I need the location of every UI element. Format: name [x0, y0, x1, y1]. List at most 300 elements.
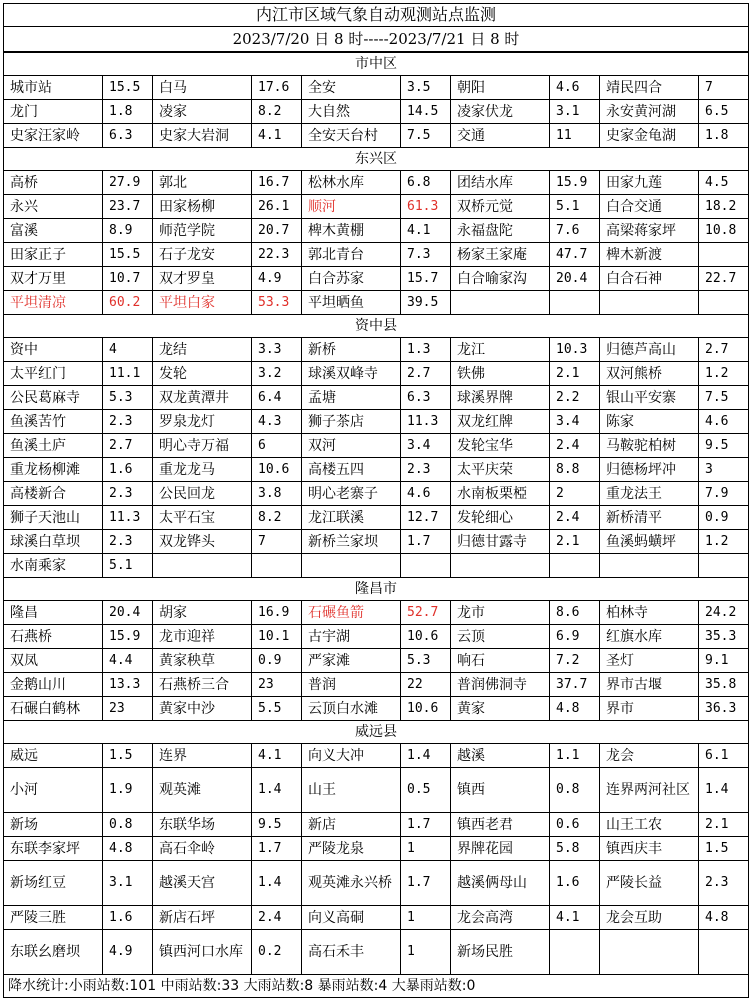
station-name: 松林水库: [302, 171, 401, 195]
table-row: [4, 601, 749, 625]
rainfall-value: 1.6: [103, 906, 153, 930]
table-row: [4, 649, 749, 673]
rainfall-value: 17.6: [252, 76, 302, 100]
station-name: [302, 554, 401, 578]
rainfall-value: 1.9: [103, 768, 153, 813]
station-name: 双才万里: [4, 267, 103, 291]
rainfall-value: 4.1: [252, 124, 302, 148]
station-name: 山王: [302, 768, 401, 813]
station-name: 归德芦高山: [600, 338, 699, 362]
station-name: 双桥元觉: [451, 195, 550, 219]
rainfall-value: [252, 554, 302, 578]
table-row: [4, 458, 749, 482]
rainfall-value: 5.1: [550, 195, 600, 219]
station-table: [3, 52, 749, 975]
rainfall-value: 1.2: [699, 530, 749, 554]
station-name: 平坦清凉: [4, 291, 103, 315]
rainfall-value: 1.8: [699, 124, 749, 148]
table-row: [4, 482, 749, 506]
station-name: [451, 554, 550, 578]
station-name: 平坦晒鱼: [302, 291, 401, 315]
rainfall-value: 1.2: [699, 362, 749, 386]
station-name: 田家九莲: [600, 171, 699, 195]
region-name: 东兴区: [4, 148, 749, 171]
report: [3, 3, 749, 998]
station-name: 石碾鱼箭: [302, 601, 401, 625]
station-name: 新场红豆: [4, 861, 103, 906]
rainfall-value: 23: [103, 697, 153, 721]
rainfall-value: 37.7: [550, 673, 600, 697]
station-name: 田家杨柳: [153, 195, 252, 219]
rainfall-value: 22: [401, 673, 451, 697]
rainfall-value: 7.3: [401, 243, 451, 267]
rainfall-value: 22.7: [699, 267, 749, 291]
table-row: [4, 243, 749, 267]
region-header: [4, 315, 749, 338]
rainfall-value: 6.4: [252, 386, 302, 410]
station-name: 严陵三胜: [4, 906, 103, 930]
rainfall-value: 1.6: [550, 861, 600, 906]
region-name: 资中县: [4, 315, 749, 338]
station-name: 石燕桥: [4, 625, 103, 649]
rainfall-value: 3.2: [252, 362, 302, 386]
station-name: [600, 291, 699, 315]
rainfall-value: 3.3: [252, 338, 302, 362]
station-name: 太平石宝: [153, 506, 252, 530]
station-name: 东联华场: [153, 813, 252, 837]
rainfall-value: 18.2: [699, 195, 749, 219]
station-name: 向义高硐: [302, 906, 401, 930]
rainfall-value: 15.7: [401, 267, 451, 291]
station-name: 鱼溪蚂蟥坪: [600, 530, 699, 554]
station-name: 凌家: [153, 100, 252, 124]
rainfall-value: 5.3: [401, 649, 451, 673]
rainfall-value: 1.7: [252, 837, 302, 861]
station-name: 孟塘: [302, 386, 401, 410]
rainfall-value: 0.9: [252, 649, 302, 673]
station-name: 交通: [451, 124, 550, 148]
rainfall-value: 2.3: [103, 482, 153, 506]
rainfall-value: 6.3: [401, 386, 451, 410]
station-name: 明心寺万福: [153, 434, 252, 458]
rainfall-value: 2.3: [103, 530, 153, 554]
table-row: [4, 530, 749, 554]
station-name: 朝阳: [451, 76, 550, 100]
rainfall-value: [550, 930, 600, 975]
rainfall-value: 4.9: [103, 930, 153, 975]
station-name: 平坦白家: [153, 291, 252, 315]
station-name: 石子龙安: [153, 243, 252, 267]
region-header: [4, 721, 749, 744]
station-name: 白合石神: [600, 267, 699, 291]
rainfall-value: 7.5: [699, 386, 749, 410]
station-name: 球溪双峰寺: [302, 362, 401, 386]
table-row: [4, 338, 749, 362]
rainfall-value: 10.3: [550, 338, 600, 362]
table-row: [4, 267, 749, 291]
rainfall-value: [550, 291, 600, 315]
station-name: 郭北: [153, 171, 252, 195]
station-name: 田家正子: [4, 243, 103, 267]
station-name: 严陵龙泉: [302, 837, 401, 861]
station-name: 圣灯: [600, 649, 699, 673]
rainfall-value: 2.1: [550, 362, 600, 386]
rainfall-value: 1: [401, 837, 451, 861]
station-name: 高楼五四: [302, 458, 401, 482]
station-name: 史家大岩洞: [153, 124, 252, 148]
table-row: [4, 291, 749, 315]
station-name: 太平红门: [4, 362, 103, 386]
rainfall-value: 7.9: [699, 482, 749, 506]
rainfall-value: [699, 243, 749, 267]
station-name: 柏林寺: [600, 601, 699, 625]
rainfall-value: 4.8: [699, 906, 749, 930]
station-name: 白合交通: [600, 195, 699, 219]
station-name: 银山平安寨: [600, 386, 699, 410]
station-name: 云顶白水滩: [302, 697, 401, 721]
rainfall-value: 6: [252, 434, 302, 458]
station-name: 双河: [302, 434, 401, 458]
rainfall-value: 15.5: [103, 243, 153, 267]
station-name: 发轮: [153, 362, 252, 386]
station-name: 陈家: [600, 410, 699, 434]
rainfall-value: 4.5: [699, 171, 749, 195]
station-name: 重龙法王: [600, 482, 699, 506]
station-name: 连界两河社区: [600, 768, 699, 813]
station-name: 普润佛洞寺: [451, 673, 550, 697]
table-row: [4, 410, 749, 434]
station-name: 高梁蒋家坪: [600, 219, 699, 243]
rainfall-value: 4.6: [550, 76, 600, 100]
station-name: 史家汪家岭: [4, 124, 103, 148]
station-name: 黄家: [451, 697, 550, 721]
table-row: [4, 434, 749, 458]
rainfall-value: 2.4: [550, 506, 600, 530]
rainfall-value: 1.4: [699, 768, 749, 813]
rainfall-value: 0.2: [252, 930, 302, 975]
station-name: 新场民胜: [451, 930, 550, 975]
station-name: 龙结: [153, 338, 252, 362]
rainfall-value: 4.6: [699, 410, 749, 434]
rainfall-value: 3.5: [401, 76, 451, 100]
rainfall-value: [699, 930, 749, 975]
station-name: 狮子天池山: [4, 506, 103, 530]
rainfall-value: 11.1: [103, 362, 153, 386]
station-name: 威远: [4, 744, 103, 768]
rainfall-value: 47.7: [550, 243, 600, 267]
station-name: 重龙龙马: [153, 458, 252, 482]
table-row: [4, 124, 749, 148]
rainfall-value: 2.7: [699, 338, 749, 362]
rainfall-value: 6.3: [103, 124, 153, 148]
rainfall-value: 15.9: [550, 171, 600, 195]
table-row: [4, 744, 749, 768]
rainfall-value: 1.3: [401, 338, 451, 362]
rainfall-value: 6.5: [699, 100, 749, 124]
rainfall-value: 5.1: [103, 554, 153, 578]
rainfall-value: 10.8: [699, 219, 749, 243]
rainfall-value: 0.8: [550, 768, 600, 813]
station-name: 全安: [302, 76, 401, 100]
rainfall-value: 7.6: [550, 219, 600, 243]
rainfall-value: 6.9: [550, 625, 600, 649]
rainfall-value: 1.7: [401, 861, 451, 906]
table-row: [4, 697, 749, 721]
station-name: 龙门: [4, 100, 103, 124]
station-name: 界牌花园: [451, 837, 550, 861]
rainfall-value: 2.7: [103, 434, 153, 458]
station-name: 新桥清平: [600, 506, 699, 530]
table-row: [4, 813, 749, 837]
rainfall-value: 23: [252, 673, 302, 697]
region-header: [4, 578, 749, 601]
rainfall-value: 14.5: [401, 100, 451, 124]
rainfall-value: 1.5: [103, 744, 153, 768]
rainfall-value: 4.3: [252, 410, 302, 434]
rainfall-value: 2.3: [103, 410, 153, 434]
rainfall-value: 9.5: [699, 434, 749, 458]
station-name: 龙市: [451, 601, 550, 625]
rainfall-value: 39.5: [401, 291, 451, 315]
region-header: [4, 148, 749, 171]
rainfall-value: 9.5: [252, 813, 302, 837]
rainfall-value: 10.6: [252, 458, 302, 482]
rainfall-value: 8.8: [550, 458, 600, 482]
station-name: [153, 554, 252, 578]
station-name: 归德甘露寺: [451, 530, 550, 554]
rainfall-value: 22.3: [252, 243, 302, 267]
station-name: 鱼溪土庐: [4, 434, 103, 458]
table-row: [4, 554, 749, 578]
table-row: [4, 625, 749, 649]
rainfall-value: 10.7: [103, 267, 153, 291]
station-name: 师范学院: [153, 219, 252, 243]
station-name: 高桥: [4, 171, 103, 195]
station-name: 双凤: [4, 649, 103, 673]
table-row: [4, 861, 749, 906]
table-row: [4, 506, 749, 530]
rainfall-value: 3.4: [550, 410, 600, 434]
rainfall-value: 24.2: [699, 601, 749, 625]
rainfall-value: 23.7: [103, 195, 153, 219]
rainfall-value: 1.4: [401, 744, 451, 768]
station-name: 发轮细心: [451, 506, 550, 530]
rainfall-value: 7: [252, 530, 302, 554]
rainfall-value: 10.6: [401, 697, 451, 721]
region-name: 市中区: [4, 53, 749, 76]
station-name: 团结水库: [451, 171, 550, 195]
rainfall-value: 2: [550, 482, 600, 506]
table-row: [4, 386, 749, 410]
table-row: [4, 837, 749, 861]
station-name: 龙江联溪: [302, 506, 401, 530]
station-name: 胡家: [153, 601, 252, 625]
rainfall-value: 8.2: [252, 100, 302, 124]
station-name: 龙市迎祥: [153, 625, 252, 649]
station-name: 连界: [153, 744, 252, 768]
station-name: 明心老寨子: [302, 482, 401, 506]
station-name: 白合喻家沟: [451, 267, 550, 291]
station-name: 椑木新渡: [600, 243, 699, 267]
station-name: 铁佛: [451, 362, 550, 386]
station-name: 观英滩永兴桥: [302, 861, 401, 906]
station-name: 龙会高湾: [451, 906, 550, 930]
region-header: [4, 53, 749, 76]
rainfall-value: [699, 554, 749, 578]
station-name: 归德杨坪冲: [600, 458, 699, 482]
rainfall-value: 8.6: [550, 601, 600, 625]
station-name: 富溪: [4, 219, 103, 243]
table-row: [4, 100, 749, 124]
table-row: [4, 76, 749, 100]
rainfall-value: 1.1: [550, 744, 600, 768]
rainfall-value: 4.4: [103, 649, 153, 673]
station-name: 黄家秧草: [153, 649, 252, 673]
rainfall-value: 1: [401, 930, 451, 975]
rainfall-value: 1.8: [103, 100, 153, 124]
station-name: 镇西河口水库: [153, 930, 252, 975]
station-name: 重龙杨柳滩: [4, 458, 103, 482]
rainfall-value: 5.3: [103, 386, 153, 410]
rainfall-value: 7.2: [550, 649, 600, 673]
rainfall-value: 0.5: [401, 768, 451, 813]
station-name: [600, 930, 699, 975]
station-name: 公民回龙: [153, 482, 252, 506]
rainfall-value: 3.8: [252, 482, 302, 506]
rainfall-value: 3: [699, 458, 749, 482]
station-name: 公民葛麻寺: [4, 386, 103, 410]
station-name: 普润: [302, 673, 401, 697]
rainfall-value: 36.3: [699, 697, 749, 721]
station-name: 鱼溪苦竹: [4, 410, 103, 434]
station-name: 越溪俩母山: [451, 861, 550, 906]
station-name: 白合苏家: [302, 267, 401, 291]
rainfall-value: 8.9: [103, 219, 153, 243]
station-name: 双龙黄潭井: [153, 386, 252, 410]
station-name: 发轮宝华: [451, 434, 550, 458]
table-row: [4, 673, 749, 697]
rainfall-value: 10.6: [401, 625, 451, 649]
station-name: 双才罗皇: [153, 267, 252, 291]
rainfall-value: 5.5: [252, 697, 302, 721]
station-name: 椑木黄棚: [302, 219, 401, 243]
table-row: [4, 195, 749, 219]
station-name: 水南乘家: [4, 554, 103, 578]
station-name: 大自然: [302, 100, 401, 124]
station-name: 新店石坪: [153, 906, 252, 930]
rainfall-value: 4.1: [252, 744, 302, 768]
rainfall-value: 2.1: [699, 813, 749, 837]
station-name: 石碾白鹤林: [4, 697, 103, 721]
station-name: 全安天台村: [302, 124, 401, 148]
station-name: 镇西: [451, 768, 550, 813]
rainfall-value: 1.7: [401, 530, 451, 554]
rainfall-value: 5.8: [550, 837, 600, 861]
rainfall-value: 1: [401, 906, 451, 930]
rainfall-value: 7.5: [401, 124, 451, 148]
rainfall-value: 8.2: [252, 506, 302, 530]
station-name: 城市站: [4, 76, 103, 100]
station-name: 新桥兰家坝: [302, 530, 401, 554]
station-name: 严家滩: [302, 649, 401, 673]
station-name: 球溪界牌: [451, 386, 550, 410]
rainfall-value: 6.8: [401, 171, 451, 195]
station-name: 高楼新合: [4, 482, 103, 506]
station-name: 龙会: [600, 744, 699, 768]
station-name: 罗泉龙灯: [153, 410, 252, 434]
station-name: 马鞍驼柏树: [600, 434, 699, 458]
rainfall-value: 1.4: [252, 768, 302, 813]
rainfall-value: 16.9: [252, 601, 302, 625]
rainfall-value: 4.9: [252, 267, 302, 291]
station-name: 高石禾丰: [302, 930, 401, 975]
station-name: 观英滩: [153, 768, 252, 813]
rainfall-value: 1.7: [401, 813, 451, 837]
station-name: 水南板栗椏: [451, 482, 550, 506]
rainfall-value: 11.3: [401, 410, 451, 434]
rainfall-value: 2.3: [401, 458, 451, 482]
station-name: 山王工农: [600, 813, 699, 837]
rainfall-value: [699, 291, 749, 315]
station-name: 龙会互助: [600, 906, 699, 930]
rainfall-value: 3.1: [550, 100, 600, 124]
rainfall-value: 27.9: [103, 171, 153, 195]
rainfall-value: 60.2: [103, 291, 153, 315]
rainfall-value: [550, 554, 600, 578]
rainfall-value: 1.4: [252, 861, 302, 906]
station-name: 金鹅山川: [4, 673, 103, 697]
station-name: 球溪白草坝: [4, 530, 103, 554]
rainfall-value: 26.1: [252, 195, 302, 219]
rainfall-value: 7: [699, 76, 749, 100]
table-row: [4, 930, 749, 975]
rainfall-value: 2.4: [252, 906, 302, 930]
station-name: 越溪天宫: [153, 861, 252, 906]
station-name: 白马: [153, 76, 252, 100]
rainfall-value: 6.1: [699, 744, 749, 768]
rainfall-value: 11: [550, 124, 600, 148]
rainfall-value: 2.7: [401, 362, 451, 386]
rainfall-value: 20.4: [550, 267, 600, 291]
station-name: 新店: [302, 813, 401, 837]
station-name: 界市: [600, 697, 699, 721]
station-name: 永安黄河湖: [600, 100, 699, 124]
station-name: 镇西老君: [451, 813, 550, 837]
station-name: [451, 291, 550, 315]
station-name: 狮子茶店: [302, 410, 401, 434]
station-name: 东联李家坪: [4, 837, 103, 861]
rainfall-value: 4.8: [103, 837, 153, 861]
rainfall-value: 4.1: [550, 906, 600, 930]
station-name: 双河熊桥: [600, 362, 699, 386]
station-name: 界市古堰: [600, 673, 699, 697]
report-title: 内江市区域气象自动观测站点监测: [3, 3, 749, 26]
rainfall-value: 4.6: [401, 482, 451, 506]
station-name: 杨家王家庵: [451, 243, 550, 267]
rainfall-value: 16.7: [252, 171, 302, 195]
precip-summary: 降水统计:小雨站数:101 中雨站数:33 大雨站数:8 暴雨站数:4 大暴雨站数:0: [3, 975, 749, 998]
rainfall-value: 12.7: [401, 506, 451, 530]
station-name: 新桥: [302, 338, 401, 362]
station-name: 凌家伏龙: [451, 100, 550, 124]
table-row: [4, 768, 749, 813]
table-row: [4, 171, 749, 195]
rainfall-value: 2.3: [699, 861, 749, 906]
rainfall-value: 1.6: [103, 458, 153, 482]
station-name: 高石伞岭: [153, 837, 252, 861]
rainfall-value: 4.8: [550, 697, 600, 721]
station-name: 东联幺磨坝: [4, 930, 103, 975]
